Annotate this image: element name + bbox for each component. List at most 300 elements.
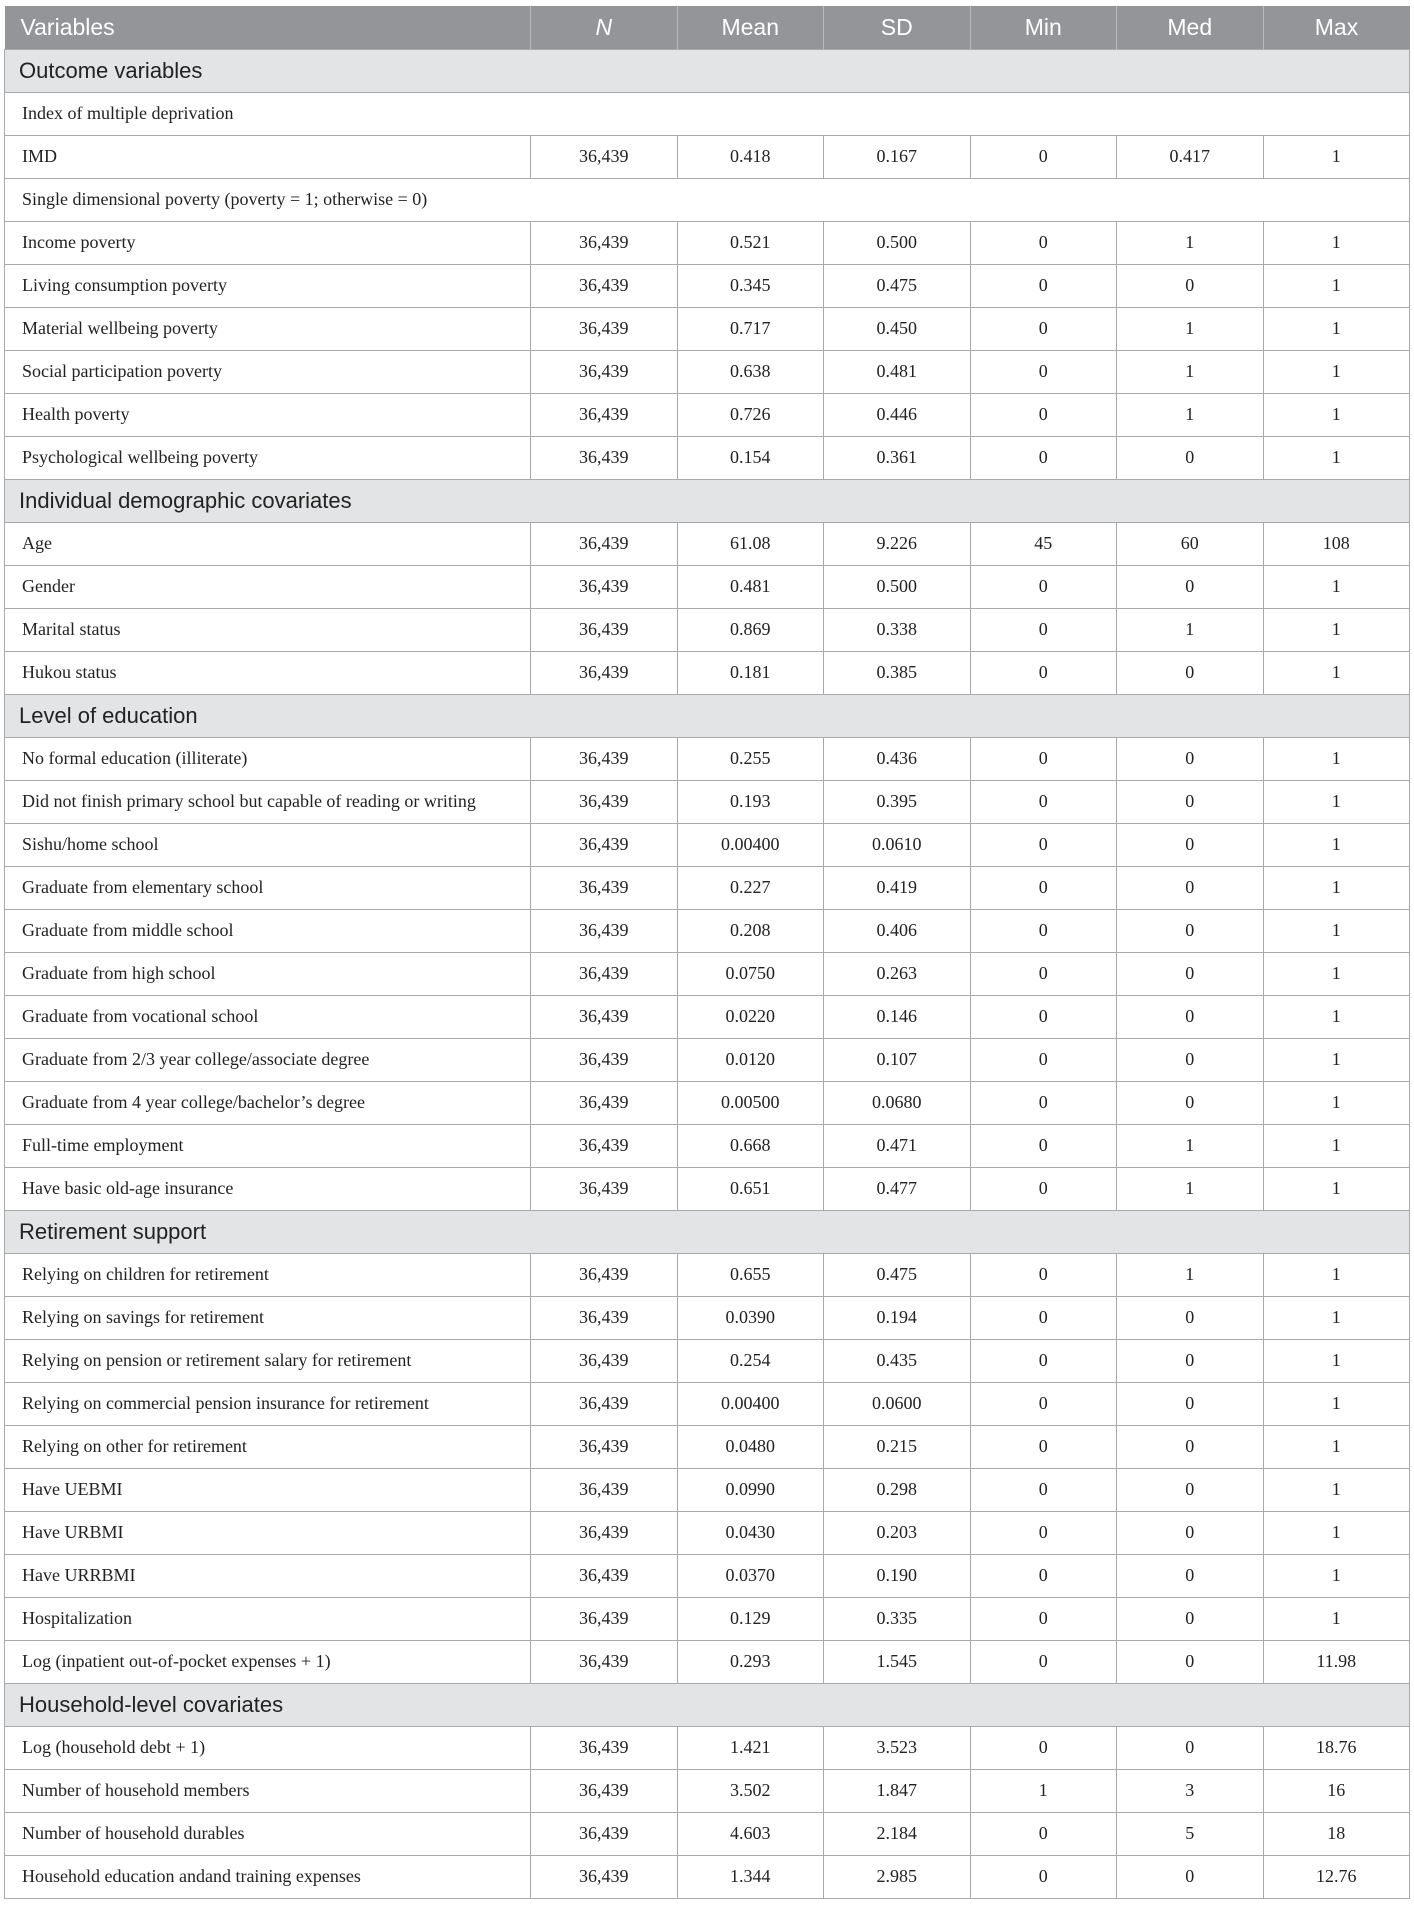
n-cell: 36,439	[531, 264, 678, 307]
min-cell: 0	[970, 1038, 1117, 1081]
max-cell: 1	[1263, 1425, 1410, 1468]
med-cell: 0	[1117, 780, 1264, 823]
n-cell: 36,439	[531, 1296, 678, 1339]
min-cell: 0	[970, 393, 1117, 436]
sd-cell: 0.475	[824, 1253, 971, 1296]
mean-cell: 0.668	[677, 1124, 824, 1167]
sd-cell: 0.500	[824, 565, 971, 608]
n-cell: 36,439	[531, 393, 678, 436]
variable-cell: Household education andand training expenses	[5, 1855, 531, 1898]
mean-cell: 0.651	[677, 1167, 824, 1210]
n-cell: 36,439	[531, 737, 678, 780]
min-cell: 0	[970, 1726, 1117, 1769]
min-cell: 0	[970, 1124, 1117, 1167]
med-cell: 60	[1117, 522, 1264, 565]
max-cell: 1	[1263, 995, 1410, 1038]
med-cell: 0	[1117, 1296, 1264, 1339]
variable-cell: Have basic old-age insurance	[5, 1167, 531, 1210]
sd-cell: 0.146	[824, 995, 971, 1038]
n-cell: 36,439	[531, 307, 678, 350]
sd-cell: 0.395	[824, 780, 971, 823]
med-cell: 1	[1117, 1167, 1264, 1210]
subsection-title: Index of multiple deprivation	[5, 92, 1410, 135]
med-cell: 3	[1117, 1769, 1264, 1812]
variable-cell: Graduate from 4 year college/bachelor’s degree	[5, 1081, 531, 1124]
variable-cell: IMD	[5, 135, 531, 178]
max-cell: 1	[1263, 1382, 1410, 1425]
min-cell: 0	[970, 1296, 1117, 1339]
sd-cell: 0.0680	[824, 1081, 971, 1124]
variable-cell: Graduate from vocational school	[5, 995, 531, 1038]
max-cell: 1	[1263, 1339, 1410, 1382]
min-cell: 0	[970, 1812, 1117, 1855]
table-row	[5, 1640, 1410, 1683]
col-header-variables: Variables	[5, 6, 531, 49]
max-cell: 1	[1263, 393, 1410, 436]
variable-cell: Have URBMI	[5, 1511, 531, 1554]
min-cell: 0	[970, 780, 1117, 823]
max-cell: 1	[1263, 651, 1410, 694]
n-cell: 36,439	[531, 1468, 678, 1511]
max-cell: 1	[1263, 307, 1410, 350]
sd-cell: 0.215	[824, 1425, 971, 1468]
table-row	[5, 1511, 1410, 1554]
variable-cell: Have URRBMI	[5, 1554, 531, 1597]
table-row	[5, 1812, 1410, 1855]
med-cell: 0	[1117, 1339, 1264, 1382]
variable-cell: Number of household durables	[5, 1812, 531, 1855]
table-row	[5, 1726, 1410, 1769]
sd-cell: 2.184	[824, 1812, 971, 1855]
med-cell: 0	[1117, 823, 1264, 866]
min-cell: 0	[970, 1081, 1117, 1124]
col-header-n: N	[531, 6, 678, 49]
mean-cell: 0.481	[677, 565, 824, 608]
max-cell: 1	[1263, 1468, 1410, 1511]
section-title: Outcome variables	[5, 49, 1410, 92]
table-row	[5, 952, 1410, 995]
col-header-mean: Mean	[677, 6, 824, 49]
table-row	[5, 1855, 1410, 1898]
table-row	[5, 1038, 1410, 1081]
max-cell: 1	[1263, 823, 1410, 866]
min-cell: 0	[970, 737, 1117, 780]
n-cell: 36,439	[531, 866, 678, 909]
max-cell: 1	[1263, 866, 1410, 909]
sd-cell: 0.263	[824, 952, 971, 995]
table-header	[5, 6, 1410, 49]
med-cell: 0	[1117, 436, 1264, 479]
sd-cell: 3.523	[824, 1726, 971, 1769]
n-cell: 36,439	[531, 350, 678, 393]
max-cell: 11.98	[1263, 1640, 1410, 1683]
variable-cell: Relying on commercial pension insurance for retirement	[5, 1382, 531, 1425]
med-cell: 1	[1117, 307, 1264, 350]
n-cell: 36,439	[531, 909, 678, 952]
variable-cell: Gender	[5, 565, 531, 608]
subsection-title: Single dimensional poverty (poverty = 1; otherwise = 0)	[5, 178, 1410, 221]
med-cell: 0	[1117, 952, 1264, 995]
variable-cell: Full-time employment	[5, 1124, 531, 1167]
sd-cell: 2.985	[824, 1855, 971, 1898]
n-cell: 36,439	[531, 608, 678, 651]
sd-cell: 0.203	[824, 1511, 971, 1554]
max-cell: 1	[1263, 1038, 1410, 1081]
mean-cell: 3.502	[677, 1769, 824, 1812]
max-cell: 1	[1263, 565, 1410, 608]
min-cell: 0	[970, 221, 1117, 264]
sd-cell: 0.446	[824, 393, 971, 436]
min-cell: 0	[970, 1425, 1117, 1468]
mean-cell: 0.726	[677, 393, 824, 436]
sd-cell: 0.471	[824, 1124, 971, 1167]
max-cell: 1	[1263, 1253, 1410, 1296]
med-cell: 0	[1117, 1726, 1264, 1769]
med-cell: 0	[1117, 1511, 1264, 1554]
variable-cell: Marital status	[5, 608, 531, 651]
min-cell: 0	[970, 995, 1117, 1038]
med-cell: 0	[1117, 565, 1264, 608]
variable-cell: Graduate from elementary school	[5, 866, 531, 909]
min-cell: 45	[970, 522, 1117, 565]
max-cell: 12.76	[1263, 1855, 1410, 1898]
sd-cell: 0.107	[824, 1038, 971, 1081]
n-cell: 36,439	[531, 1769, 678, 1812]
table-row	[5, 1081, 1410, 1124]
n-cell: 36,439	[531, 1382, 678, 1425]
n-cell: 36,439	[531, 1597, 678, 1640]
sd-cell: 0.167	[824, 135, 971, 178]
mean-cell: 0.0220	[677, 995, 824, 1038]
mean-cell: 0.227	[677, 866, 824, 909]
n-cell: 36,439	[531, 780, 678, 823]
min-cell: 0	[970, 1640, 1117, 1683]
mean-cell: 0.0120	[677, 1038, 824, 1081]
summary-statistics-table	[4, 6, 1410, 1899]
sd-cell: 0.361	[824, 436, 971, 479]
max-cell: 16	[1263, 1769, 1410, 1812]
variable-cell: Log (inpatient out-of-pocket expenses + 1)	[5, 1640, 531, 1683]
n-cell: 36,439	[531, 995, 678, 1038]
mean-cell: 0.255	[677, 737, 824, 780]
section-header-row	[5, 1210, 1410, 1253]
n-cell: 36,439	[531, 1081, 678, 1124]
med-cell: 0	[1117, 866, 1264, 909]
mean-cell: 0.254	[677, 1339, 824, 1382]
max-cell: 1	[1263, 608, 1410, 651]
sd-cell: 9.226	[824, 522, 971, 565]
max-cell: 1	[1263, 135, 1410, 178]
n-cell: 36,439	[531, 1124, 678, 1167]
min-cell: 0	[970, 866, 1117, 909]
table-row	[5, 350, 1410, 393]
sd-cell: 0.298	[824, 1468, 971, 1511]
max-cell: 1	[1263, 909, 1410, 952]
med-cell: 0	[1117, 737, 1264, 780]
max-cell: 1	[1263, 1124, 1410, 1167]
variable-cell: Log (household debt + 1)	[5, 1726, 531, 1769]
variable-cell: Graduate from high school	[5, 952, 531, 995]
min-cell: 0	[970, 651, 1117, 694]
col-header-med: Med	[1117, 6, 1264, 49]
sd-cell: 0.450	[824, 307, 971, 350]
variable-cell: Number of household members	[5, 1769, 531, 1812]
variable-cell: Income poverty	[5, 221, 531, 264]
mean-cell: 0.0990	[677, 1468, 824, 1511]
variable-cell: Relying on other for retirement	[5, 1425, 531, 1468]
max-cell: 1	[1263, 1511, 1410, 1554]
n-cell: 36,439	[531, 1855, 678, 1898]
max-cell: 1	[1263, 737, 1410, 780]
n-cell: 36,439	[531, 1812, 678, 1855]
n-cell: 36,439	[531, 522, 678, 565]
med-cell: 0	[1117, 1081, 1264, 1124]
max-cell: 1	[1263, 780, 1410, 823]
min-cell: 0	[970, 1167, 1117, 1210]
sd-cell: 0.406	[824, 909, 971, 952]
med-cell: 0	[1117, 1855, 1264, 1898]
med-cell: 0	[1117, 1554, 1264, 1597]
variable-cell: Did not finish primary school but capable of reading or writing	[5, 780, 531, 823]
mean-cell: 0.00400	[677, 823, 824, 866]
mean-cell: 0.154	[677, 436, 824, 479]
section-title: Retirement support	[5, 1210, 1410, 1253]
n-cell: 36,439	[531, 1038, 678, 1081]
section-header-row	[5, 49, 1410, 92]
mean-cell: 0.869	[677, 608, 824, 651]
table-row	[5, 1339, 1410, 1382]
n-cell: 36,439	[531, 1554, 678, 1597]
mean-cell: 0.208	[677, 909, 824, 952]
min-cell: 0	[970, 1554, 1117, 1597]
subsection-row	[5, 92, 1410, 135]
med-cell: 0	[1117, 1382, 1264, 1425]
med-cell: 1	[1117, 221, 1264, 264]
table-row	[5, 1167, 1410, 1210]
table-row	[5, 651, 1410, 694]
max-cell: 1	[1263, 1554, 1410, 1597]
variable-cell: Social participation poverty	[5, 350, 531, 393]
table-row	[5, 393, 1410, 436]
table-row	[5, 1296, 1410, 1339]
n-cell: 36,439	[531, 1253, 678, 1296]
table-row	[5, 1597, 1410, 1640]
section-title: Individual demographic covariates	[5, 479, 1410, 522]
n-cell: 36,439	[531, 1511, 678, 1554]
mean-cell: 1.344	[677, 1855, 824, 1898]
med-cell: 1	[1117, 350, 1264, 393]
min-cell: 0	[970, 1597, 1117, 1640]
subsection-row	[5, 178, 1410, 221]
table-row	[5, 1468, 1410, 1511]
sd-cell: 0.435	[824, 1339, 971, 1382]
mean-cell: 61.08	[677, 522, 824, 565]
mean-cell: 0.129	[677, 1597, 824, 1640]
n-cell: 36,439	[531, 221, 678, 264]
mean-cell: 0.418	[677, 135, 824, 178]
med-cell: 0	[1117, 1640, 1264, 1683]
variable-cell: No formal education (illiterate)	[5, 737, 531, 780]
section-title: Household-level covariates	[5, 1683, 1410, 1726]
n-cell: 36,439	[531, 952, 678, 995]
mean-cell: 0.00400	[677, 1382, 824, 1425]
max-cell: 1	[1263, 1081, 1410, 1124]
table-row	[5, 866, 1410, 909]
section-header-row	[5, 1683, 1410, 1726]
mean-cell: 0.00500	[677, 1081, 824, 1124]
variable-cell: Relying on savings for retirement	[5, 1296, 531, 1339]
table-row	[5, 436, 1410, 479]
section-title: Level of education	[5, 694, 1410, 737]
variable-cell: Relying on children for retirement	[5, 1253, 531, 1296]
table-row	[5, 522, 1410, 565]
max-cell: 1	[1263, 350, 1410, 393]
sd-cell: 0.419	[824, 866, 971, 909]
max-cell: 1	[1263, 1597, 1410, 1640]
table-row	[5, 221, 1410, 264]
med-cell: 1	[1117, 608, 1264, 651]
mean-cell: 0.638	[677, 350, 824, 393]
med-cell: 0	[1117, 1038, 1264, 1081]
table-row	[5, 1124, 1410, 1167]
min-cell: 0	[970, 1382, 1117, 1425]
table-row	[5, 307, 1410, 350]
min-cell: 0	[970, 307, 1117, 350]
table-row	[5, 1382, 1410, 1425]
min-cell: 0	[970, 1339, 1117, 1382]
med-cell: 1	[1117, 393, 1264, 436]
table-row	[5, 780, 1410, 823]
min-cell: 0	[970, 1468, 1117, 1511]
sd-cell: 0.477	[824, 1167, 971, 1210]
variable-cell: Psychological wellbeing poverty	[5, 436, 531, 479]
sd-cell: 0.190	[824, 1554, 971, 1597]
med-cell: 0	[1117, 264, 1264, 307]
variable-cell: Living consumption poverty	[5, 264, 531, 307]
variable-cell: Have UEBMI	[5, 1468, 531, 1511]
min-cell: 0	[970, 350, 1117, 393]
max-cell: 18.76	[1263, 1726, 1410, 1769]
mean-cell: 0.717	[677, 307, 824, 350]
col-header-min: Min	[970, 6, 1117, 49]
n-cell: 36,439	[531, 135, 678, 178]
table-row	[5, 1425, 1410, 1468]
col-header-max: Max	[1263, 6, 1410, 49]
min-cell: 0	[970, 565, 1117, 608]
header-row	[5, 6, 1410, 49]
sd-cell: 0.194	[824, 1296, 971, 1339]
mean-cell: 1.421	[677, 1726, 824, 1769]
section-header-row	[5, 479, 1410, 522]
med-cell: 0	[1117, 909, 1264, 952]
max-cell: 18	[1263, 1812, 1410, 1855]
mean-cell: 0.0750	[677, 952, 824, 995]
max-cell: 1	[1263, 952, 1410, 995]
variable-cell: Hospitalization	[5, 1597, 531, 1640]
mean-cell: 0.0430	[677, 1511, 824, 1554]
max-cell: 1	[1263, 221, 1410, 264]
variable-cell: Relying on pension or retirement salary for retirement	[5, 1339, 531, 1382]
sd-cell: 1.847	[824, 1769, 971, 1812]
table-row	[5, 608, 1410, 651]
variable-cell: Graduate from 2/3 year college/associate degree	[5, 1038, 531, 1081]
table-row	[5, 565, 1410, 608]
mean-cell: 0.193	[677, 780, 824, 823]
table-row	[5, 995, 1410, 1038]
variable-cell: Sishu/home school	[5, 823, 531, 866]
table-row	[5, 135, 1410, 178]
sd-cell: 0.475	[824, 264, 971, 307]
mean-cell: 0.655	[677, 1253, 824, 1296]
mean-cell: 0.181	[677, 651, 824, 694]
sd-cell: 0.0600	[824, 1382, 971, 1425]
n-cell: 36,439	[531, 436, 678, 479]
variable-cell: Material wellbeing poverty	[5, 307, 531, 350]
mean-cell: 0.345	[677, 264, 824, 307]
min-cell: 0	[970, 1855, 1117, 1898]
n-cell: 36,439	[531, 651, 678, 694]
table-row	[5, 1769, 1410, 1812]
sd-cell: 0.481	[824, 350, 971, 393]
med-cell: 0	[1117, 1425, 1264, 1468]
med-cell: 0	[1117, 995, 1264, 1038]
med-cell: 0.417	[1117, 135, 1264, 178]
n-cell: 36,439	[531, 1425, 678, 1468]
sd-cell: 1.545	[824, 1640, 971, 1683]
variable-cell: Health poverty	[5, 393, 531, 436]
variable-cell: Age	[5, 522, 531, 565]
n-cell: 36,439	[531, 1726, 678, 1769]
n-cell: 36,439	[531, 1339, 678, 1382]
med-cell: 0	[1117, 651, 1264, 694]
mean-cell: 0.0370	[677, 1554, 824, 1597]
table-row	[5, 909, 1410, 952]
variable-cell: Graduate from middle school	[5, 909, 531, 952]
max-cell: 1	[1263, 264, 1410, 307]
col-header-sd: SD	[824, 6, 971, 49]
n-cell: 36,439	[531, 1167, 678, 1210]
max-cell: 1	[1263, 1296, 1410, 1339]
max-cell: 1	[1263, 436, 1410, 479]
min-cell: 0	[970, 1253, 1117, 1296]
med-cell: 5	[1117, 1812, 1264, 1855]
med-cell: 1	[1117, 1253, 1264, 1296]
table-row	[5, 737, 1410, 780]
min-cell: 0	[970, 264, 1117, 307]
max-cell: 1	[1263, 1167, 1410, 1210]
table-row	[5, 1554, 1410, 1597]
max-cell: 108	[1263, 522, 1410, 565]
sd-cell: 0.436	[824, 737, 971, 780]
sd-cell: 0.500	[824, 221, 971, 264]
med-cell: 0	[1117, 1597, 1264, 1640]
sd-cell: 0.335	[824, 1597, 971, 1640]
table-body	[5, 49, 1410, 1898]
min-cell: 0	[970, 436, 1117, 479]
table-row	[5, 1253, 1410, 1296]
med-cell: 0	[1117, 1468, 1264, 1511]
min-cell: 0	[970, 608, 1117, 651]
min-cell: 0	[970, 909, 1117, 952]
min-cell: 0	[970, 1511, 1117, 1554]
n-cell: 36,439	[531, 1640, 678, 1683]
min-cell: 1	[970, 1769, 1117, 1812]
mean-cell: 0.0480	[677, 1425, 824, 1468]
min-cell: 0	[970, 952, 1117, 995]
table-row	[5, 823, 1410, 866]
mean-cell: 0.0390	[677, 1296, 824, 1339]
mean-cell: 4.603	[677, 1812, 824, 1855]
